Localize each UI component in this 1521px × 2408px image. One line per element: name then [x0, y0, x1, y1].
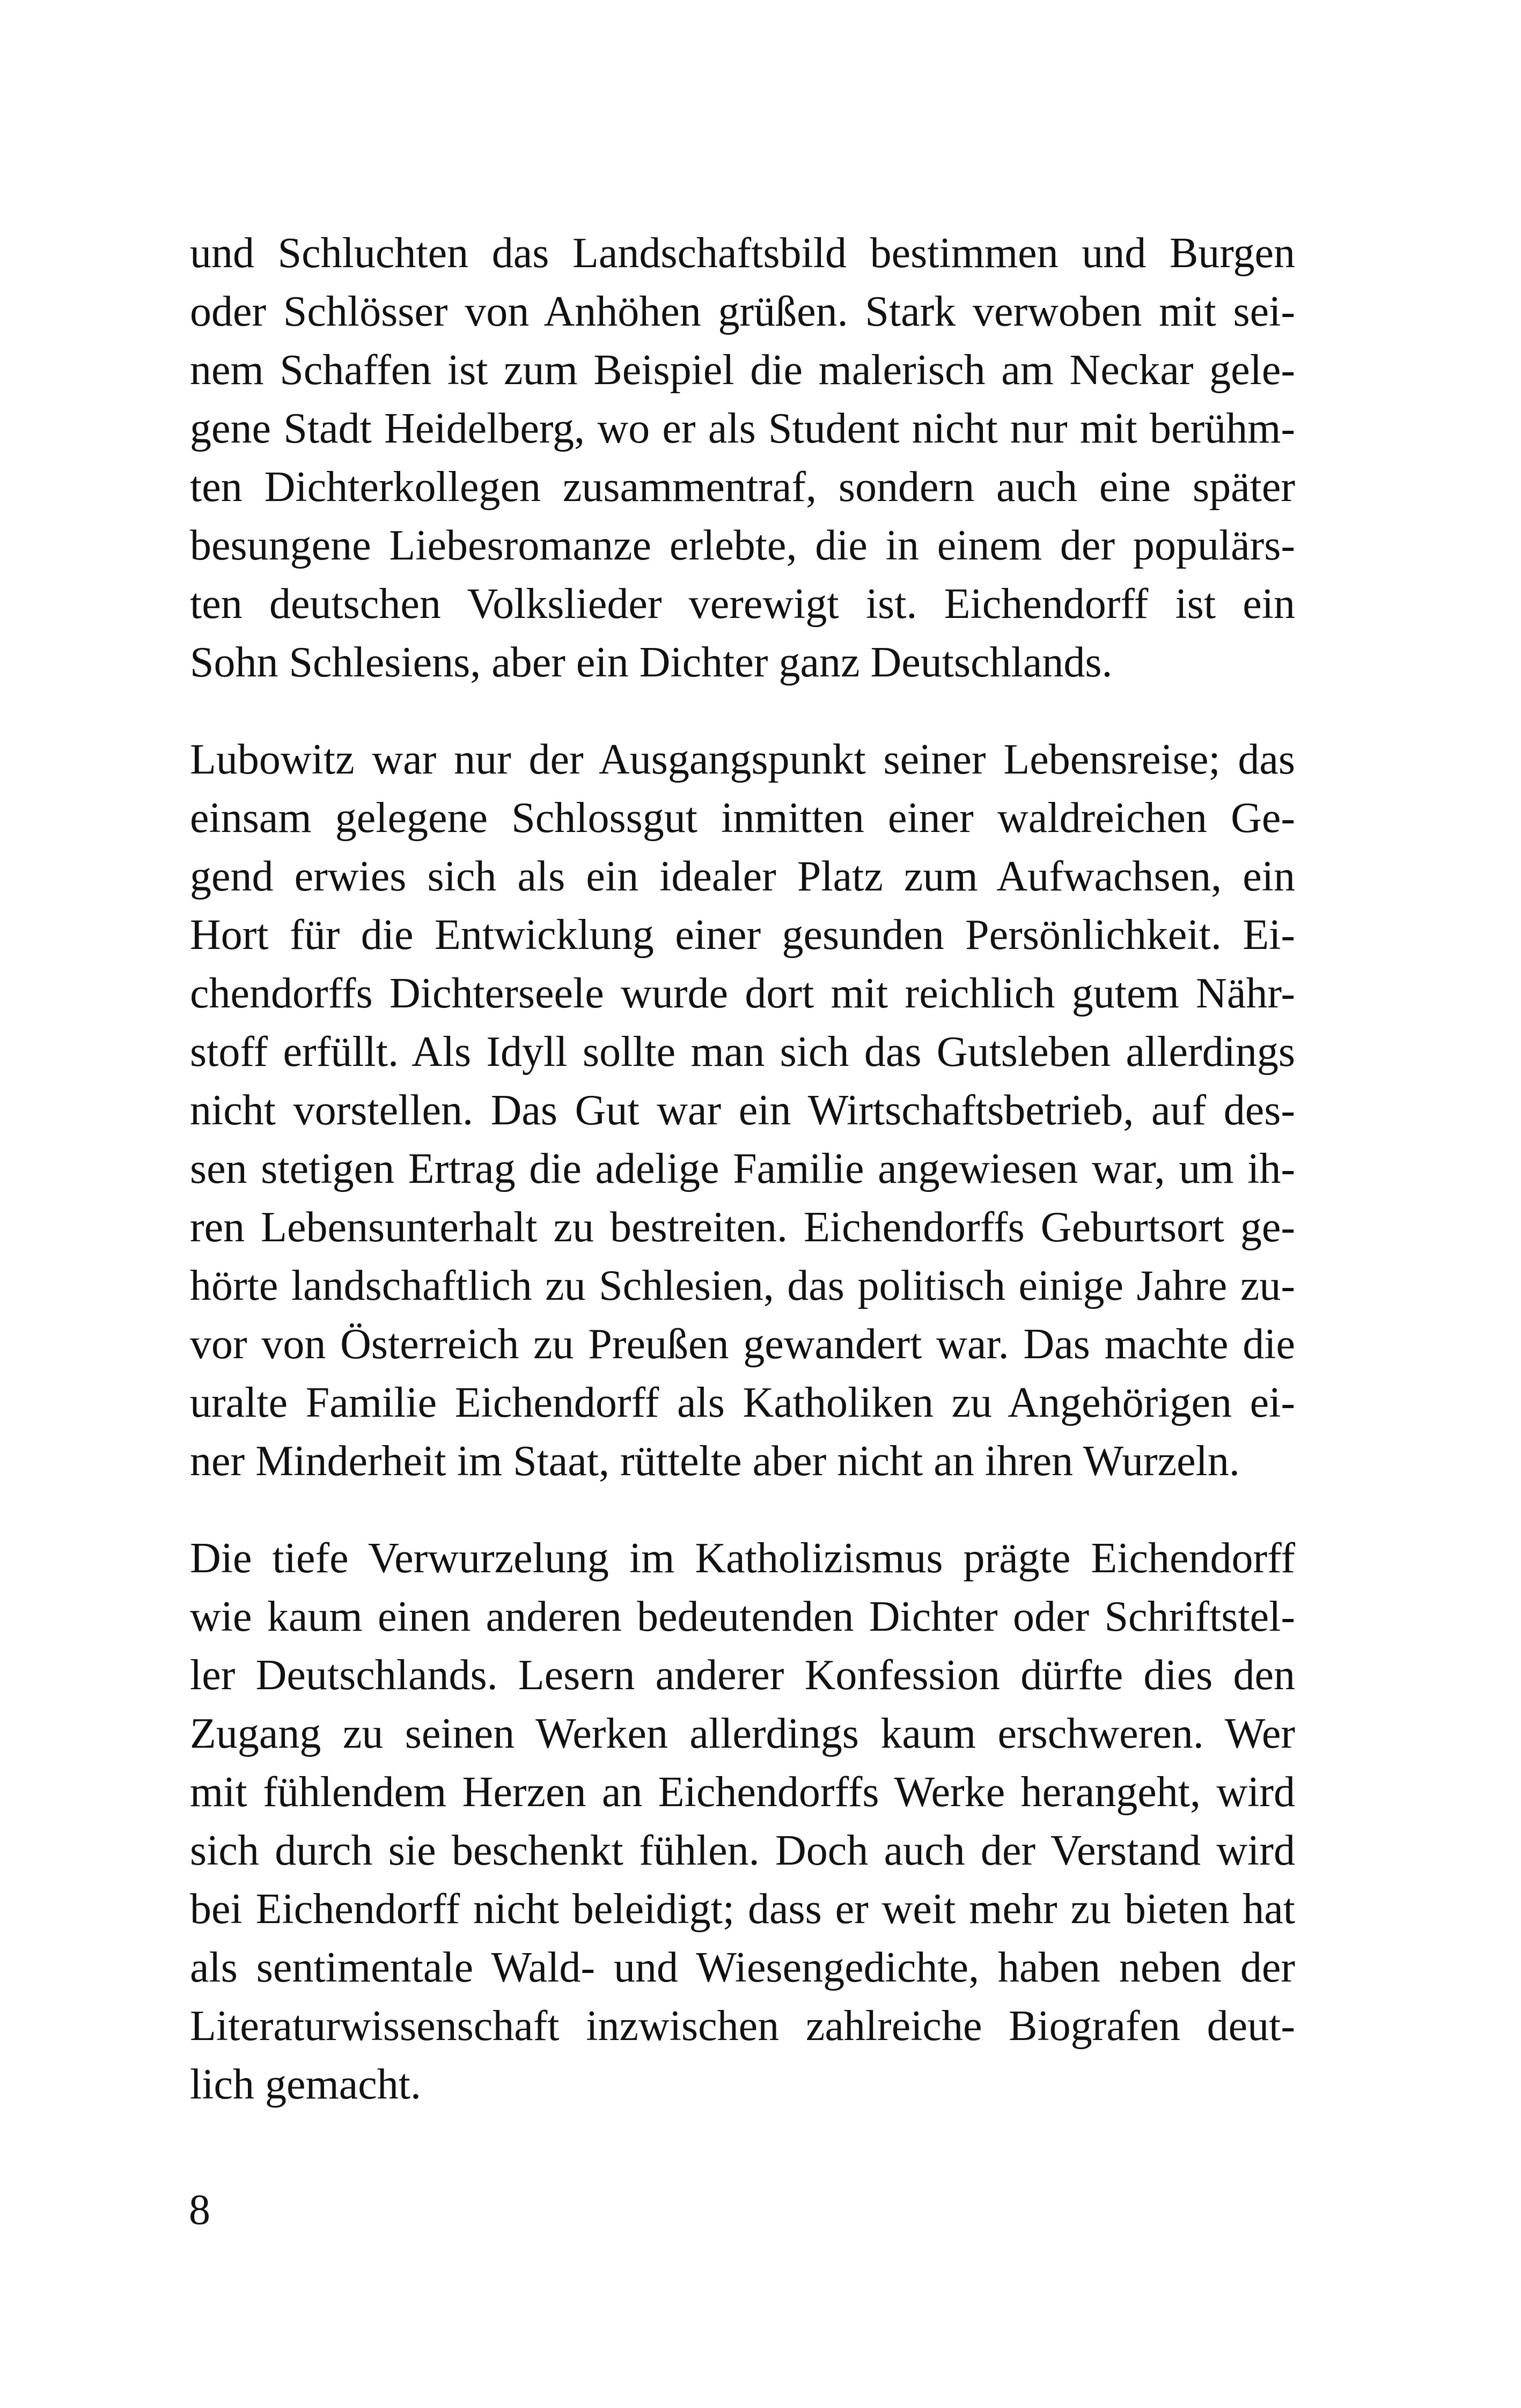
- paragraph-1: [190, 224, 1295, 692]
- text-line: sen stetigen Ertrag die adelige Familie angewiesen war, um ih-: [190, 1145, 1295, 1192]
- text-line: Die tiefe Verwurzelung im Katholizismus prägte Eichendorff: [190, 1535, 1295, 1582]
- text-line: stoff erfüllt. Als Idyll sollte man sich das Gutsleben allerdings: [190, 1028, 1295, 1076]
- text-line: lich gemacht.: [190, 2061, 421, 2108]
- text-line: Zugang zu seinen Werken allerdings kaum erschweren. Wer: [190, 1710, 1295, 1757]
- text-line: gene Stadt Heidelberg, wo er als Student nicht nur mit berühm-: [190, 405, 1295, 452]
- paragraph-2: [190, 731, 1295, 1491]
- text-line: hörte landschaftlich zu Schlesien, das politisch einige Jahre zu-: [190, 1262, 1295, 1309]
- text-line: bei Eichendorff nicht beleidigt; dass er weit mehr zu bieten hat: [190, 1886, 1295, 1933]
- text-line: mit fühlendem Herzen an Eichendorffs Werke herangeht, wird: [190, 1769, 1295, 1816]
- text-line: besungene Liebesromanze erlebte, die in einem der populärs-: [190, 522, 1295, 569]
- text-line: und Schluchten das Landschaftsbild bestimmen und Burgen: [190, 230, 1295, 277]
- text-line: nem Schaffen ist zum Beispiel die malerisch am Neckar gele-: [190, 347, 1295, 394]
- text-line: sich durch sie beschenkt fühlen. Doch auch der Verstand wird: [190, 1827, 1295, 1874]
- text-line: nicht vorstellen. Das Gut war ein Wirtschaftsbetrieb, auf des-: [190, 1087, 1295, 1134]
- text-line: Lubowitz war nur der Ausgangspunkt seiner Lebensreise; das: [190, 736, 1295, 783]
- body-text: [190, 224, 1295, 2153]
- text-line: Hort für die Entwicklung einer gesunden Persönlichkeit. Ei-: [190, 911, 1295, 959]
- text-line: als sentimentale Wald- und Wiesengedichte, haben neben der: [190, 1944, 1295, 1991]
- text-line: Literaturwissenschaft inzwischen zahlreiche Biografen deut-: [190, 2002, 1295, 2050]
- text-line: ten Dichterkollegen zusammentraf, sondern auch eine später: [190, 463, 1295, 511]
- text-line: ten deutschen Volkslieder verewigt ist. Eichendorff ist ein: [190, 580, 1295, 628]
- paragraph-3: [190, 1529, 1295, 2114]
- text-line: ler Deutschlands. Lesern anderer Konfession dürfte dies den: [190, 1652, 1295, 1699]
- text-line: uralte Familie Eichendorff als Katholiken zu Angehörigen ei-: [190, 1379, 1295, 1426]
- text-line: ren Lebensunterhalt zu bestreiten. Eichendorffs Geburtsort ge-: [190, 1204, 1295, 1251]
- text-line: oder Schlösser von Anhöhen grüßen. Stark verwoben mit sei-: [190, 288, 1295, 335]
- text-line: wie kaum einen anderen bedeutenden Dichter oder Schriftstel-: [190, 1593, 1295, 1640]
- text-line: Sohn Schlesiens, aber ein Dichter ganz Deutschlands.: [190, 639, 1113, 686]
- page-number: 8: [189, 2186, 210, 2234]
- text-line: chendorffs Dichterseele wurde dort mit reichlich gutem Nähr-: [190, 970, 1295, 1017]
- text-line: einsam gelegene Schlossgut inmitten einer waldreichen Ge-: [190, 794, 1295, 842]
- text-line: gend erwies sich als ein idealer Platz zum Aufwachsen, ein: [190, 853, 1295, 900]
- text-line: vor von Österreich zu Preußen gewandert war. Das machte die: [190, 1321, 1295, 1368]
- text-line: ner Minderheit im Staat, rüttelte aber nicht an ihren Wurzeln.: [190, 1438, 1240, 1485]
